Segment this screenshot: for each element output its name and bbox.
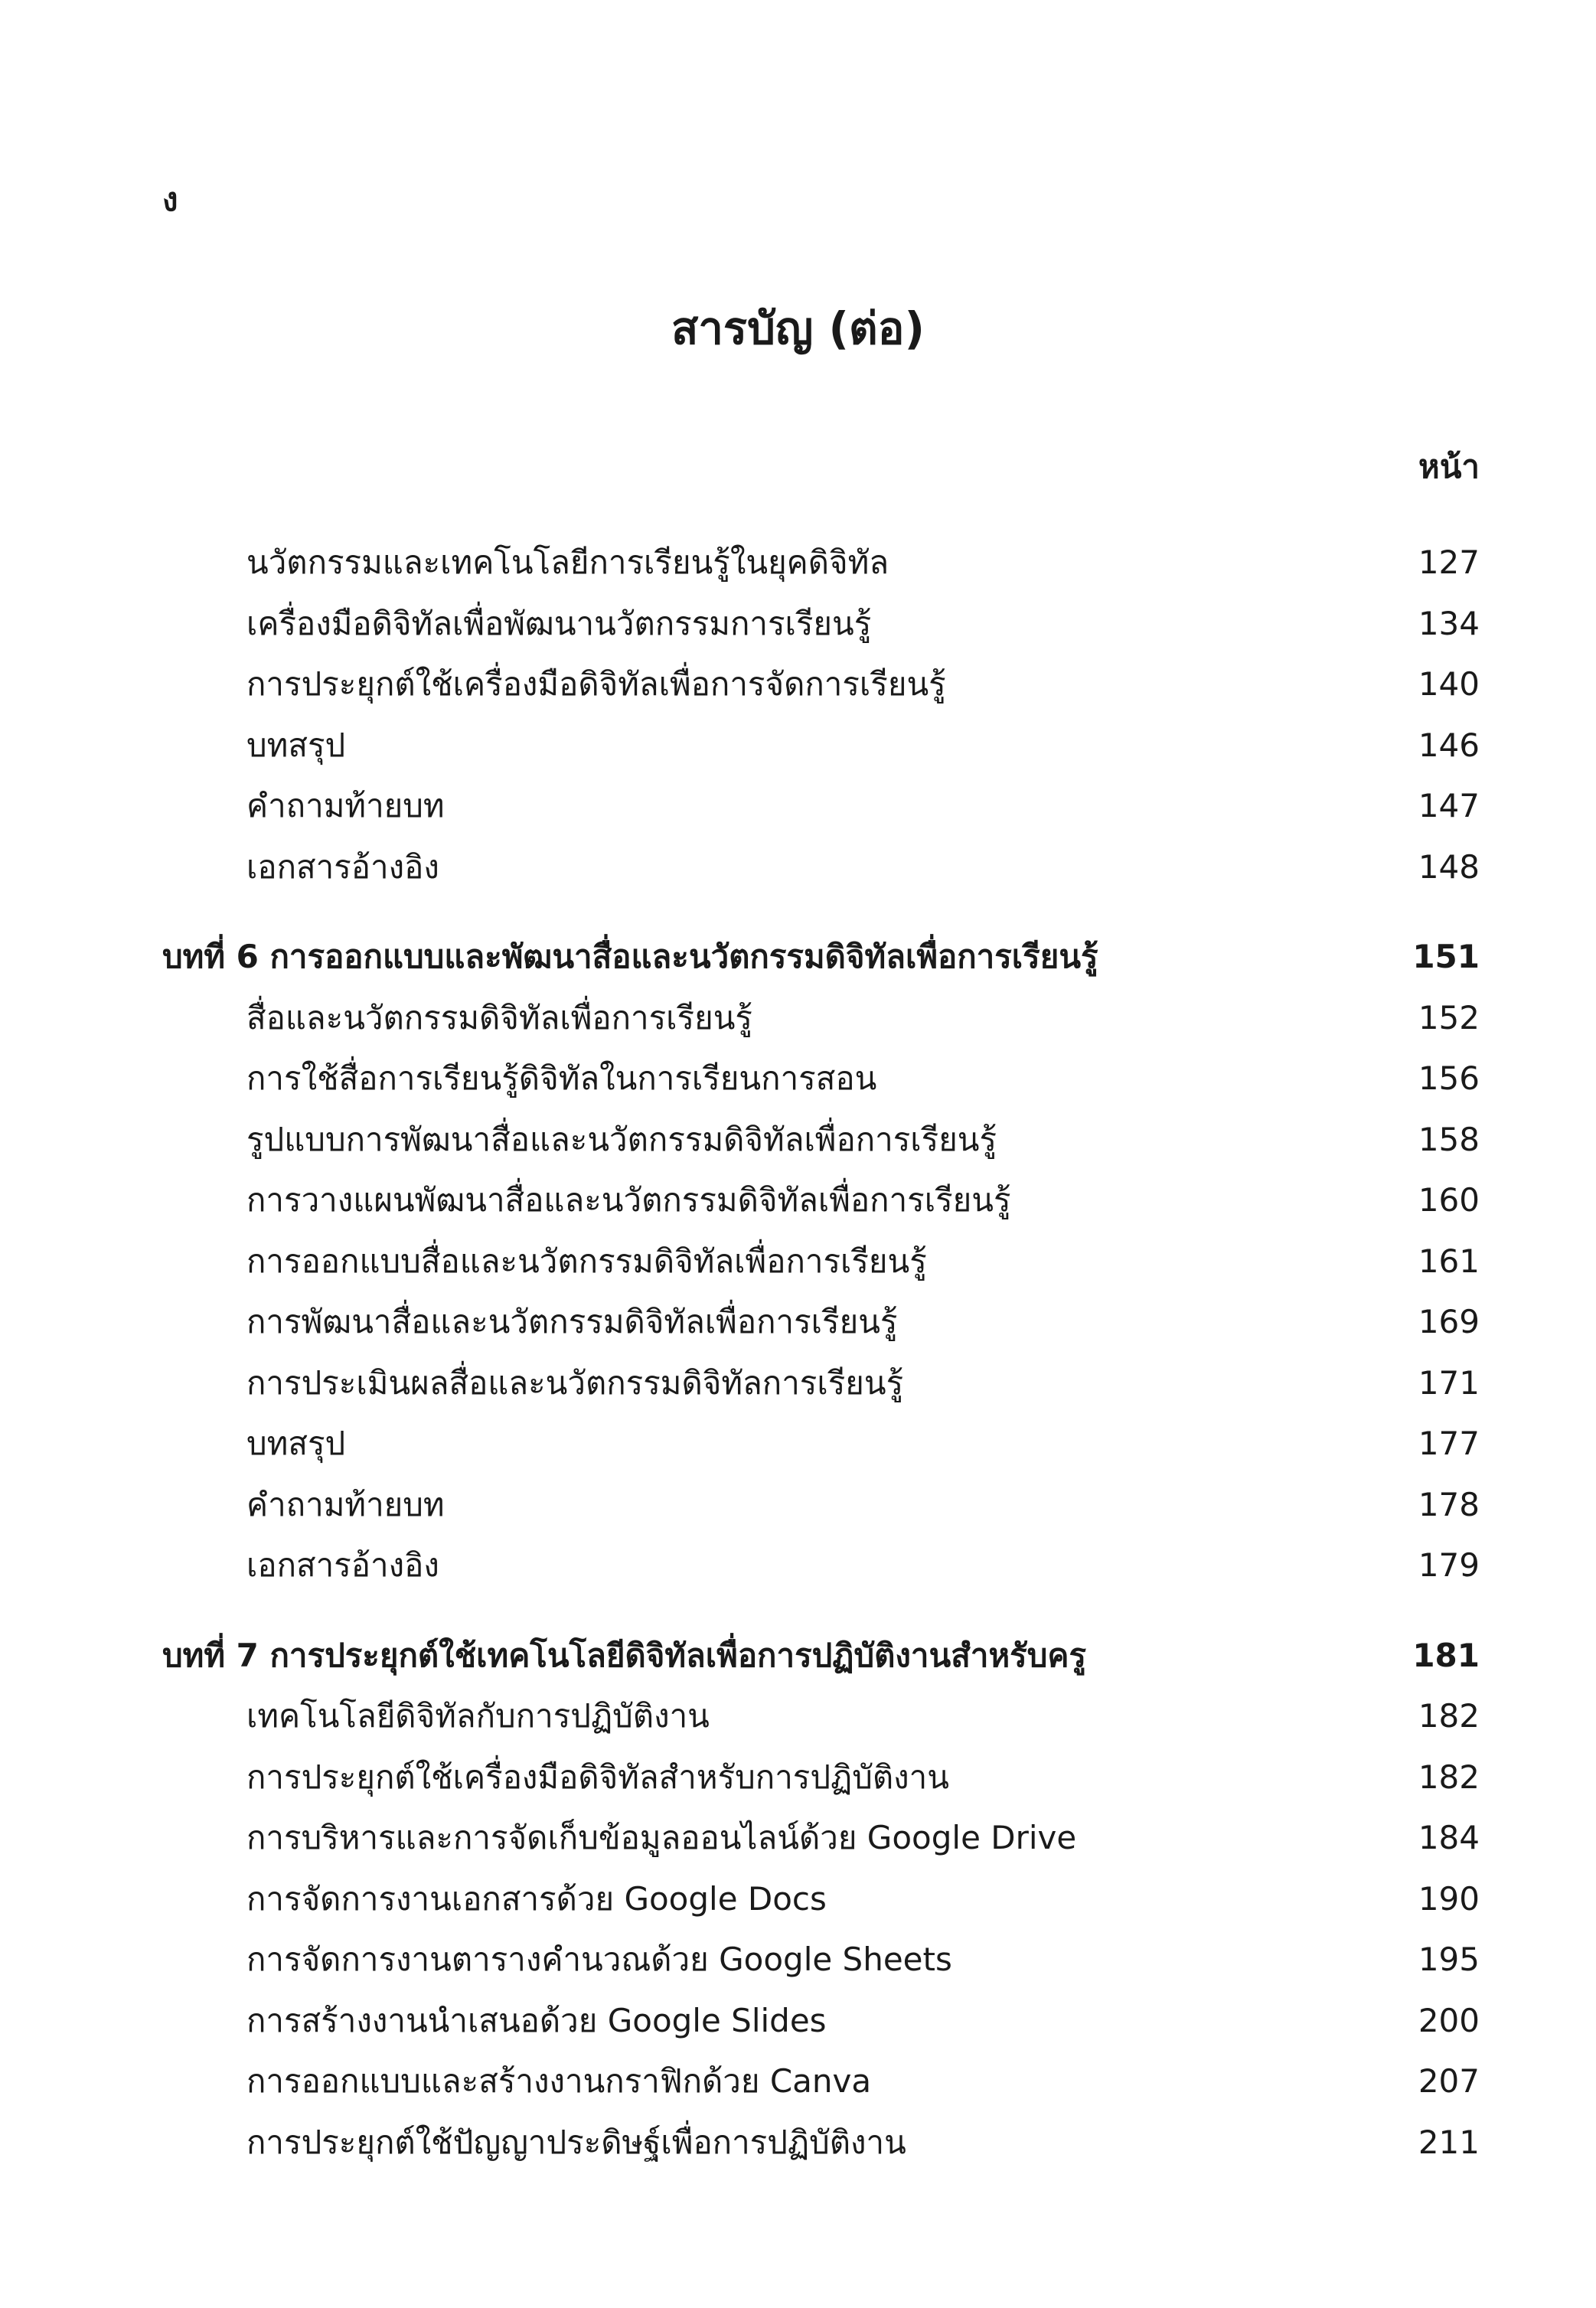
toc-chapter-heading[interactable] — [162, 926, 1480, 988]
page-letter: ง — [162, 181, 178, 218]
toc-entry-label: การออกแบบสื่อและนวัตกรรมดิจิทัลเพื่อการเรียนรู้ — [246, 1242, 927, 1280]
toc-entry-label: การประยุกต์ใช้ปัญญาประดิษฐ์เพื่อการปฏิบัติงาน — [246, 2123, 906, 2161]
toc-entry-page: 160 — [1418, 1181, 1480, 1219]
toc-entry-label: นวัตกรรมและเทคโนโลยีการเรียนรู้ในยุคดิจิทัล — [246, 544, 889, 581]
toc-entry[interactable] — [162, 1048, 1480, 1109]
toc-entry-label: การประยุกต์ใช้เครื่องมือดิจิทัลสำหรับการปฏิบัติงาน — [246, 1758, 949, 1796]
toc-entry-label: บทสรุป — [246, 726, 346, 764]
toc-entry[interactable] — [162, 2051, 1480, 2112]
toc-entry-page: 171 — [1418, 1363, 1480, 1402]
toc-chapter-page: 181 — [1412, 1636, 1480, 1674]
toc-entry-page: 152 — [1418, 998, 1480, 1036]
toc-entry[interactable] — [162, 1686, 1480, 1747]
toc-entry-label: เครื่องมือดิจิทัลเพื่อพัฒนานวัตกรรมการเรียนรู้ — [246, 604, 872, 642]
toc-entry[interactable] — [162, 1170, 1480, 1231]
toc-entry[interactable] — [162, 1231, 1480, 1292]
toc-entry-label: สื่อและนวัตกรรมดิจิทัลเพื่อการเรียนรู้ — [246, 998, 752, 1036]
toc-entry-label: การจัดการงานเอกสารด้วย Google Docs — [246, 1879, 827, 1918]
toc-chapter-label: บทที่ 6 การออกแบบและพัฒนาสื่อและนวัตกรรมดิจิทัลเพื่อการเรียนรู้ — [162, 938, 1098, 975]
toc-entry-label: การประยุกต์ใช้เครื่องมือดิจิทัลเพื่อการจัดการเรียนรู้ — [246, 665, 946, 703]
toc-entry-label: เทคโนโลยีดิจิทัลกับการปฏิบัติงาน — [246, 1697, 710, 1735]
toc-entry[interactable] — [162, 1413, 1480, 1474]
toc-entry-label: การออกแบบและสร้างงานกราฟิกด้วย Canva — [246, 2062, 872, 2100]
page-title: สารบัญ (ต่อ) — [671, 302, 925, 354]
toc-entry[interactable] — [162, 593, 1480, 655]
toc-entry-label: เอกสารอ้างอิง — [246, 1546, 439, 1584]
toc-entry-page: 182 — [1418, 1697, 1480, 1735]
toc-entry-page: 169 — [1418, 1303, 1480, 1340]
toc-entry[interactable] — [162, 837, 1480, 898]
toc-entry[interactable] — [162, 532, 1480, 593]
toc-entry-page: 200 — [1418, 2001, 1480, 2039]
toc-entry-page: 156 — [1418, 1059, 1480, 1097]
toc-entry[interactable] — [162, 1535, 1480, 1596]
toc-chapter-page: 151 — [1412, 938, 1480, 975]
toc-entry[interactable] — [162, 2112, 1480, 2173]
toc-entry-page: 147 — [1418, 787, 1480, 824]
toc-section — [162, 532, 1480, 897]
toc-entry-label: บทสรุป — [246, 1425, 346, 1462]
toc-entry-label: คำถามท้ายบท — [246, 1485, 445, 1523]
toc-entry-label: การบริหารและการจัดเก็บข้อมูลออนไลน์ด้วย Google Drive — [246, 1819, 1077, 1856]
toc-chapter-heading[interactable] — [162, 1625, 1480, 1686]
toc-entry-page: 179 — [1418, 1546, 1480, 1584]
toc-entry-page: 146 — [1418, 726, 1480, 764]
toc-entry-label: การพัฒนาสื่อและนวัตกรรมดิจิทัลเพื่อการเรียนรู้ — [246, 1303, 898, 1340]
toc-chapter-label: บทที่ 7 การประยุกต์ใช้เทคโนโลยีดิจิทัลเพื่อการปฏิบัติงานสำหรับครู — [162, 1636, 1087, 1674]
page-column-header: หน้า — [1418, 448, 1480, 485]
toc-entry[interactable] — [162, 1109, 1480, 1170]
toc-section — [162, 1625, 1480, 2173]
toc-entry-label: เอกสารอ้างอิง — [246, 847, 439, 886]
toc-entry-page: 182 — [1418, 1758, 1480, 1796]
toc-entry-page: 127 — [1418, 544, 1480, 581]
toc-entry-label: การประเมินผลสื่อและนวัตกรรมดิจิทัลการเรียนรู้ — [246, 1363, 904, 1402]
toc-entry[interactable] — [162, 1747, 1480, 1808]
toc-entry-label: การจัดการงานตารางคำนวณด้วย Google Sheets — [246, 1941, 952, 1978]
toc-entry[interactable] — [162, 1869, 1480, 1930]
toc-entry-page: 148 — [1418, 847, 1480, 886]
toc-entry[interactable] — [162, 654, 1480, 715]
toc-entry-page: 195 — [1418, 1941, 1480, 1978]
toc-entry-page: 211 — [1418, 2123, 1480, 2161]
toc-entry[interactable] — [162, 1474, 1480, 1536]
toc-entry[interactable] — [162, 1353, 1480, 1414]
toc-entry-page: 177 — [1418, 1425, 1480, 1462]
toc-entry-page: 161 — [1418, 1242, 1480, 1280]
toc-entry-page: 184 — [1418, 1819, 1480, 1856]
toc-entry[interactable] — [162, 1291, 1480, 1353]
toc-entry[interactable] — [162, 715, 1480, 776]
table-of-contents — [162, 532, 1480, 2173]
toc-entry-label: การใช้สื่อการเรียนรู้ดิจิทัลในการเรียนการสอน — [246, 1059, 877, 1097]
toc-entry-page: 140 — [1418, 665, 1480, 703]
toc-entry-page: 158 — [1418, 1120, 1480, 1158]
toc-entry-label: การสร้างงานนำเสนอด้วย Google Slides — [246, 2001, 827, 2039]
toc-entry-page: 207 — [1418, 2062, 1480, 2100]
toc-entry-label: คำถามท้ายบท — [246, 787, 445, 824]
toc-entry[interactable] — [162, 988, 1480, 1049]
toc-entry-page: 190 — [1418, 1879, 1480, 1918]
toc-section — [162, 926, 1480, 1596]
toc-entry[interactable] — [162, 1990, 1480, 2052]
toc-entry[interactable] — [162, 775, 1480, 837]
toc-entry-label: รูปแบบการพัฒนาสื่อและนวัตกรรมดิจิทัลเพื่อการเรียนรู้ — [246, 1120, 997, 1158]
toc-entry[interactable] — [162, 1807, 1480, 1869]
toc-entry-page: 178 — [1418, 1485, 1480, 1523]
toc-entry[interactable] — [162, 1929, 1480, 1990]
toc-entry-page: 134 — [1418, 604, 1480, 642]
toc-entry-label: การวางแผนพัฒนาสื่อและนวัตกรรมดิจิทัลเพื่อการเรียนรู้ — [246, 1181, 1011, 1219]
